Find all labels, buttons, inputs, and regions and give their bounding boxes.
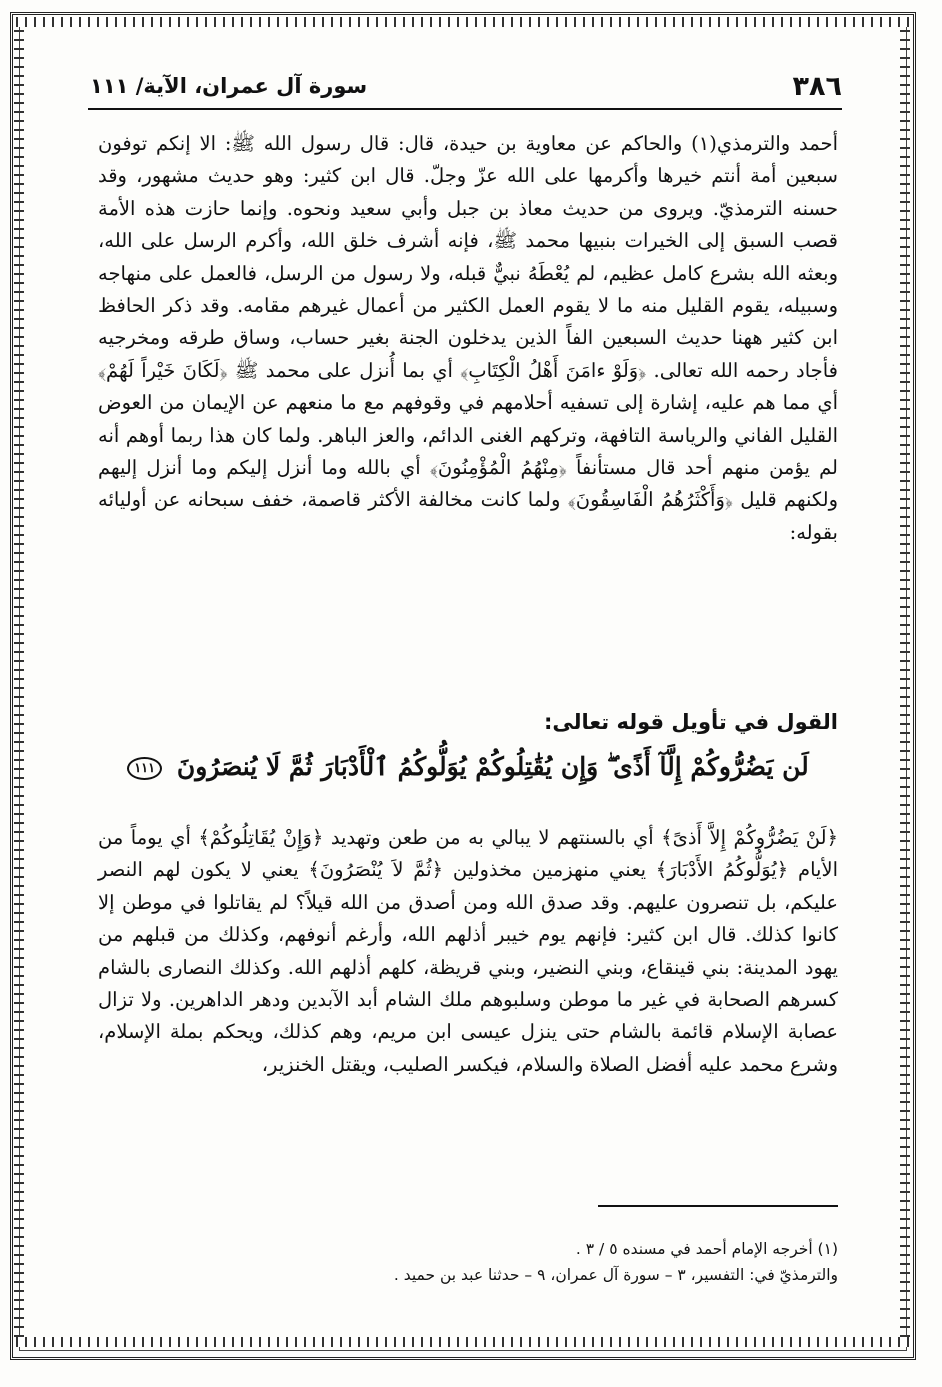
ornamental-border-left bbox=[14, 30, 24, 1341]
ornamental-border-bottom bbox=[16, 1337, 912, 1347]
main-text-top bbox=[98, 128, 838, 549]
header-rule bbox=[88, 108, 842, 110]
ayah-number-marker: ١١١ bbox=[127, 757, 162, 780]
page-number: ٣٨٦ bbox=[792, 70, 842, 102]
ornamental-border-top bbox=[16, 17, 912, 27]
footnotes bbox=[120, 1236, 838, 1288]
running-title: سورة آل عمران، الآية/ ١١١ bbox=[90, 74, 368, 98]
footnote-rule bbox=[598, 1205, 838, 1207]
paragraph-1: أحمد والترمذي(١) والحاكم عن معاوية بن حيدة، قال: قال رسول الله ﷺ: الا إنكم توفون سبعين أمة أنتم خيرها وأكرمها على الله عزّ وجلّ. قال ابن كثير: وهو حديث مشهور، وقد حسنه الترمذيّ. ويروى من حديث معاذ بن جبل وأبي سعيد ونحوه. وإنما حازت هذه الأمة قصب السبق إلى الخيرات بنبيها محمد ﷺ، فإنه أشرف خلق الله، وأكرم الرسل على الله، وبعثه الله بشرع كامل عظيم، لم يُعْطَهُ نبيٌّ قبله، ولا رسول من الرسل، فالعمل على منهاجه وسبيله، يقوم القليل منه ما لا يقوم العمل الكثير من أعمال غيرهم مقامه. وقد ذكر الحافظ ابن كثير ههنا حديث السبعين الفاً الذين يدخلون الجنة بغير حساب، وساق طرقه ومخرجيه فأجاد رحمه الله تعالى. ﴿وَلَوْ ءامَنَ أَهْلُ الْكِتَابِ﴾ أي بما أُنزل على محمد ﷺ ﴿لَكَانَ خَيْراً لَهُمْ﴾ أي مما هم عليه، إشارة إلى تسفيه أحلامهم في وقوفهم مع ما منعهم عن الإيمان من العوض القليل الفاني والرياسة التافهة، وتركهم الغنى الدائم، والعز الباهر. ولما كان هذا ربما أوهم أنه لم يؤمن منهم أحد قال مستأنفاً ﴿مِنْهُمُ الْمُؤْمِنُونَ﴾ أي بالله وما أنزل إليكم وما أنزل إليهم ولكنهم قليل ﴿وَأَكْثَرُهُمُ الْفَاسِقُونَ﴾ ولما كانت مخالفة الأكثر قاصمة، خفف سبحانه عن أوليائه بقوله: bbox=[98, 132, 839, 544]
main-text-bottom bbox=[98, 822, 838, 1081]
paragraph-2: ﴿لَنْ يَضُرُّوكُمْ إِلاَّ أَذىً﴾ أي بالسنتهم لا يبالي به من طعن وتهديد ﴿وَإِنْ يُقَاتِلُوكُمْ﴾ أي يوماً من الأيام ﴿يُوَلُّوكُمُ الأَدْبَارَ﴾ يعني منهزمين مخذولين ﴿ثُمَّ لاَ يُنْصَرُونَ﴾ يعني لا يكون لهم النصر عليكم، بل تنصرون عليهم. وقد صدق الله ومن أصدق من الله قيلاً؟ لم يقاتلوا في موطن إلا كانوا كذلك. قال ابن كثير: فإنهم يوم خيبر أذلهم الله، وأرغم أنوفهم، وكذلك من قبلهم من يهود المدينة: بني قينقاع، وبني النضير، وبني قريظة، كلهم أذلهم الله. وكذلك النصارى بالشام كسرهم الصحابة في غير ما موطن وسلبوهم ملك الشام أبد الآبدين ودهر الداهرين. ولا تزال عصابة الإسلام قائمة بالشام حتى ينزل عيسى ابن مريم، وهم كذلك، ويحكم بملة الإسلام، وشرع محمد عليه أفضل الصلاة والسلام، فيكسر الصليب، ويقتل الخنزير، bbox=[98, 826, 838, 1076]
page-header bbox=[90, 68, 842, 104]
quran-verse bbox=[98, 752, 838, 782]
verse-text: لَن يَضُرُّوكُمْ إِلَّآ أَذًى ۖ وَإِن يُقَٰتِلُوكُمْ يُوَلُّوكُمُ ٱلْأَدْبَارَ ثُمَّ لَا يُنصَرُونَ bbox=[176, 752, 809, 781]
footnote-2: والترمذيّ في: التفسير، ٣ – سورة آل عمران، ٩ – حدثنا عبد بن حميد . bbox=[393, 1266, 838, 1284]
ornamental-border-right bbox=[900, 30, 910, 1341]
footnote-1: (١) أخرجه الإمام أحمد في مسنده ٥ / ٣ . bbox=[575, 1240, 838, 1258]
section-heading: القول في تأويل قوله تعالى: bbox=[544, 710, 838, 734]
